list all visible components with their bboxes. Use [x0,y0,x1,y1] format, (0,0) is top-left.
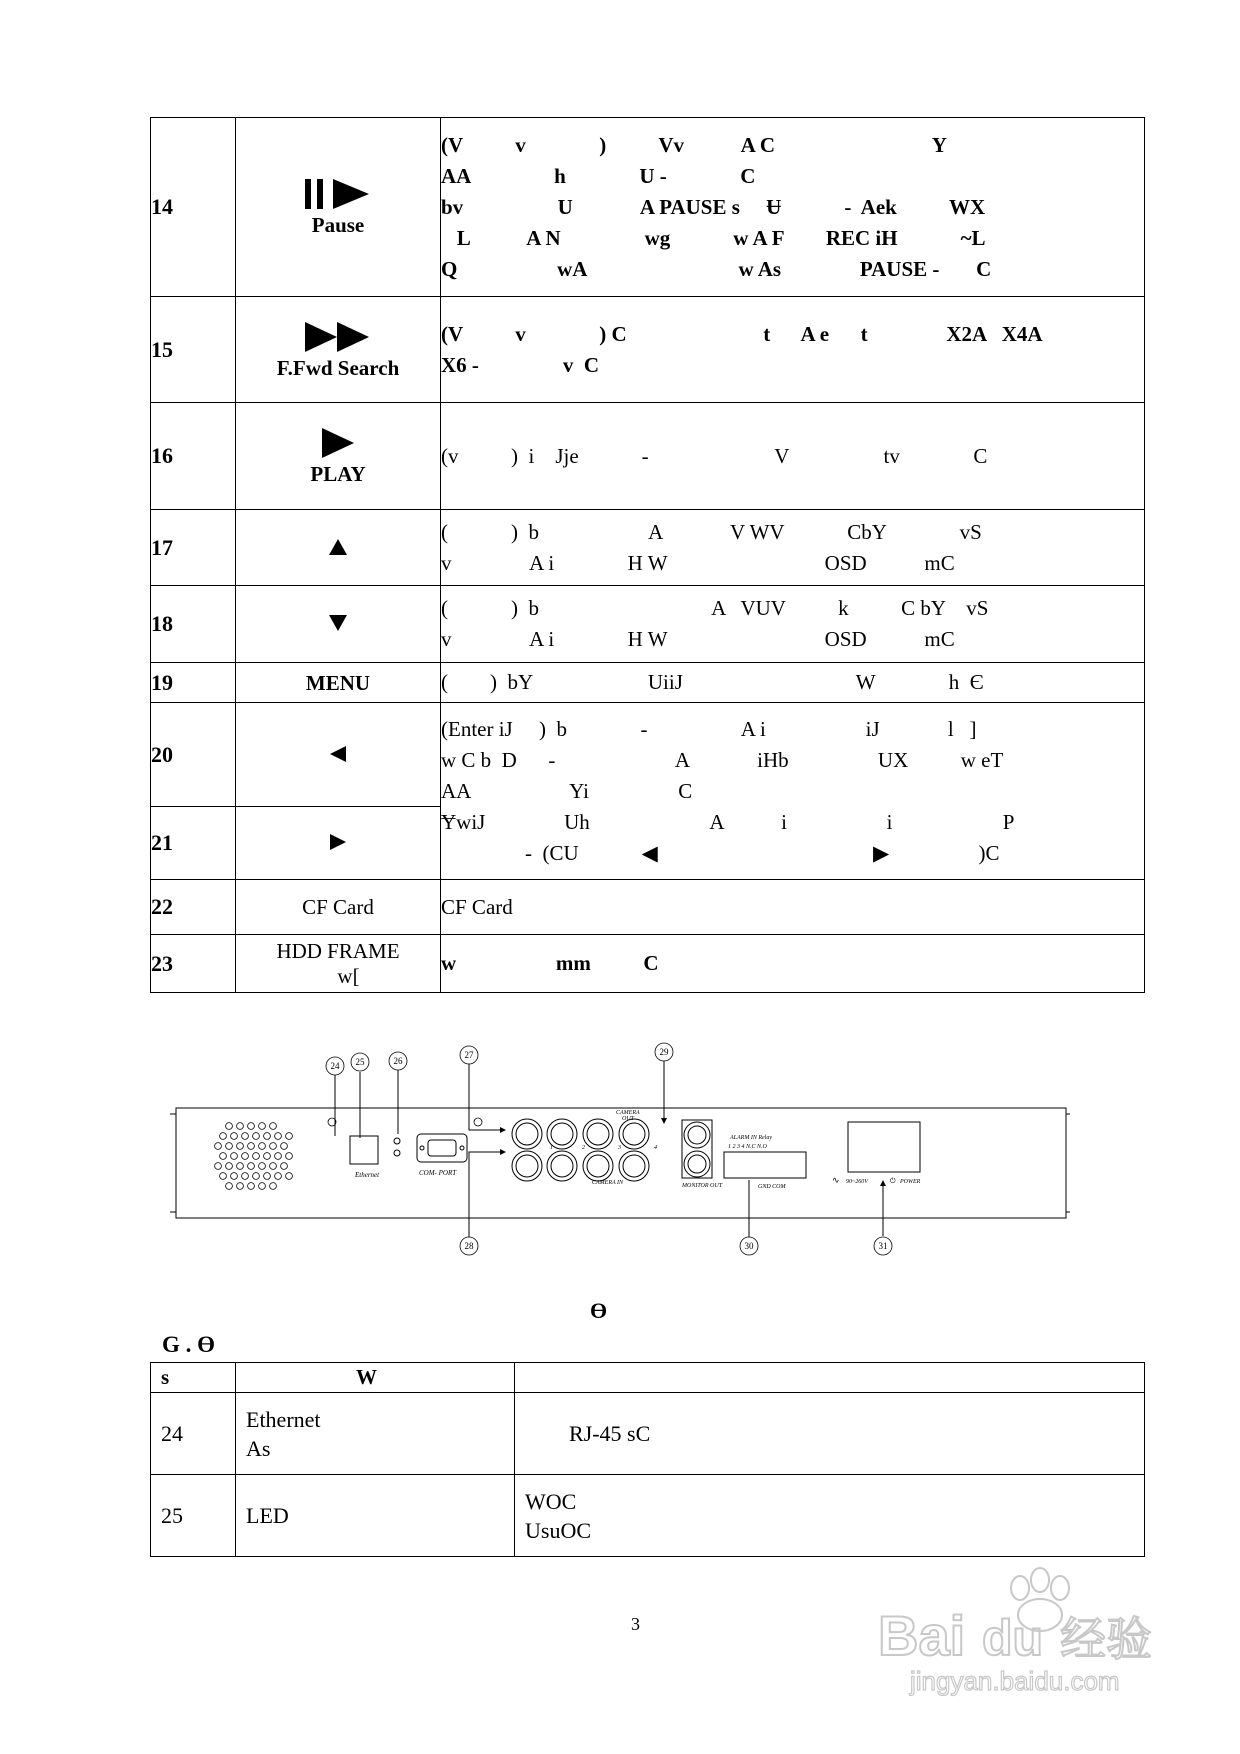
key-label: CF Card [302,895,374,919]
camera-out-sub: OUT [622,1116,635,1122]
bnc-connectors [512,1119,710,1181]
row-number: 18 [151,586,236,663]
right-arrow-icon [236,833,440,851]
alarm-terminal-block [724,1152,806,1178]
vent-hole [226,1183,233,1190]
vent-hole [215,1143,222,1150]
port-name: LED [236,1475,515,1557]
key-description: (v ) i Jje - V tv C [441,403,1145,510]
row-number: 24 [151,1393,236,1475]
key-description: (V v ) Vv A C Y AA h U - C bv U A PAUSE s Ʉ - Aek WX L A N wg w A F REC iH ~L Q wA w As PAUSE - C [441,118,1145,297]
key-label: MENU [305,670,371,695]
vent-hole [264,1173,271,1180]
table-row [151,1393,1145,1475]
vent-hole [259,1123,266,1130]
table-row [151,703,1145,807]
row-number: 16 [151,403,236,510]
key-cell [236,935,441,993]
power-label: POWER [900,1179,921,1185]
row-number: 22 [151,880,236,935]
vent-hole [248,1163,255,1170]
monitor-out-label: MONITOR OUT [682,1183,723,1189]
vent-hole [286,1133,293,1140]
key-description: (V v ) C t A e t X2A X4A X6 - v C [441,297,1145,403]
alarm-label: ALARM IN Relay [730,1135,772,1141]
callout-28: 28 [464,1241,474,1251]
vent-hole [226,1123,233,1130]
callout-31: 31 [878,1241,888,1251]
alarm-pins-label: 1 2 3 4 N.C N.O [728,1144,767,1150]
watermark-cn: 经验 [1060,1612,1152,1666]
row-number: 20 [151,703,236,807]
page-number: 3 [631,1614,640,1634]
channel-label: 3 [618,1145,621,1151]
row-number: 21 [151,807,236,880]
vent-hole [264,1153,271,1160]
row-number: 15 [151,297,236,403]
up-arrow-icon [236,538,440,556]
vent-hole [220,1153,227,1160]
com-port-label: COM- PORT [419,1169,457,1177]
table-row [151,586,1145,663]
ac-symbol: ∿ [832,1175,840,1185]
vent-hole [248,1123,255,1130]
callout-30: 30 [744,1241,754,1251]
ethernet-label: Ethernet [355,1171,380,1179]
camera-in-label: CAMERA IN [592,1180,624,1186]
vent-hole [220,1133,227,1140]
play-icon [236,426,440,460]
down-arrow-icon [236,614,440,632]
vent-hole [286,1153,293,1160]
vent-hole [270,1163,277,1170]
row-number: 25 [151,1475,236,1557]
key-description: CF Card [441,880,1145,935]
vent-hole [259,1163,266,1170]
table-row [151,403,1145,510]
header-cell: W [236,1363,515,1393]
vent-hole [215,1163,222,1170]
key-label: Pause [311,213,365,237]
vent-hole [237,1183,244,1190]
vent-hole [275,1153,282,1160]
vent-hole [226,1163,233,1170]
key-label: F.Fwd Search [276,355,400,380]
table-row [151,935,1145,993]
watermark-url: jingyan.baidu.com [910,1666,1120,1696]
fast-forward-icon [236,320,440,354]
row-number: 19 [151,663,236,703]
key-description: (Enter iJ ) b - A i iJ l ] w C b D - A iHb UX w eT AA Yi C ɎwiJ Uh A i i P - (CU ◀ ▶ )C [441,703,1145,880]
rear-panel-table [150,1362,1145,1557]
vent-hole [286,1173,293,1180]
vent-hole [231,1173,238,1180]
key-label: HDD FRAME w[ [276,938,400,988]
callout-26: 26 [393,1056,403,1066]
vent-hole [237,1123,244,1130]
vent-hole [259,1143,266,1150]
vent-grid [215,1123,293,1190]
vent-hole [226,1143,233,1150]
vent-hole [281,1143,288,1150]
vent-hole [231,1133,238,1140]
watermark-brand: Bai [878,1604,966,1667]
callout-25: 25 [355,1057,365,1067]
pause-play-icon [236,177,440,211]
vent-hole [248,1183,255,1190]
key-description: ( ) b A VUV k C bY vS v A i H W OSD mC [441,586,1145,663]
key-label: PLAY [310,462,366,486]
vent-hole [242,1133,249,1140]
key-description: ( ) b A V WV CbY vS v A i H W OSD mC [441,510,1145,586]
port-description: RJ-45 sC [515,1393,1145,1475]
vent-hole [259,1183,266,1190]
vent-hole [242,1173,249,1180]
vent-hole [248,1143,255,1150]
header-cell [515,1363,1145,1393]
header-cell: s [151,1363,236,1393]
table-row [151,1475,1145,1557]
baidu-watermark [870,1560,1180,1700]
channel-label: 4 [654,1145,657,1151]
vent-hole [275,1133,282,1140]
key-function-table [150,117,1145,993]
channel-label: 1 [550,1145,553,1151]
row-number: 14 [151,118,236,297]
power-icon: ⏻ [890,1177,896,1185]
key-cell [236,403,441,510]
key-cell [236,118,441,297]
vent-hole [237,1143,244,1150]
key-cell [236,586,441,663]
callout-24: 24 [330,1061,340,1071]
vent-hole [253,1153,260,1160]
watermark-brand-2: du [982,1610,1044,1666]
callout-27: 27 [464,1050,474,1060]
key-cell [236,807,441,880]
callout-29: 29 [659,1047,669,1057]
chassis-outline [176,1108,1066,1218]
table-header-row [151,1363,1145,1393]
key-description: w mm C [441,935,1145,993]
left-arrow-icon [236,745,440,763]
camera-out-label: CAMERA [616,1110,640,1116]
vent-hole [220,1173,227,1180]
key-cell [236,880,441,935]
voltage-label: 90~260V [846,1179,868,1185]
figure-caption: Ɵ [590,1298,608,1323]
table-row [151,297,1145,403]
table-row [151,663,1145,703]
key-cell [236,703,441,807]
rear-panel-diagram [170,1040,1070,1280]
row-number: 23 [151,935,236,993]
table-row [151,880,1145,935]
key-cell [236,510,441,586]
ethernet-port [350,1136,378,1164]
monitor-out-frame [682,1120,712,1178]
key-description: ( ) bY UiiJ W h Є [441,663,1145,703]
table-row [151,510,1145,586]
vent-hole [281,1163,288,1170]
vent-hole [237,1163,244,1170]
vent-hole [275,1173,282,1180]
port-name: Ethernet As [236,1393,515,1475]
vent-hole [270,1143,277,1150]
vent-hole [264,1133,271,1140]
vent-hole [270,1123,277,1130]
vent-hole [253,1173,260,1180]
vent-hole [242,1153,249,1160]
vent-hole [231,1153,238,1160]
key-cell [236,297,441,403]
section-heading: G . Ɵ [162,1332,216,1357]
gnd-com-label: GND COM [758,1184,786,1190]
port-description: WOC UsuOC [515,1475,1145,1557]
channel-label: 2 [582,1145,585,1151]
row-number: 17 [151,510,236,586]
vent-hole [253,1133,260,1140]
table-row [151,118,1145,297]
vent-hole [270,1183,277,1190]
power-socket [848,1122,920,1172]
key-cell [236,663,441,703]
